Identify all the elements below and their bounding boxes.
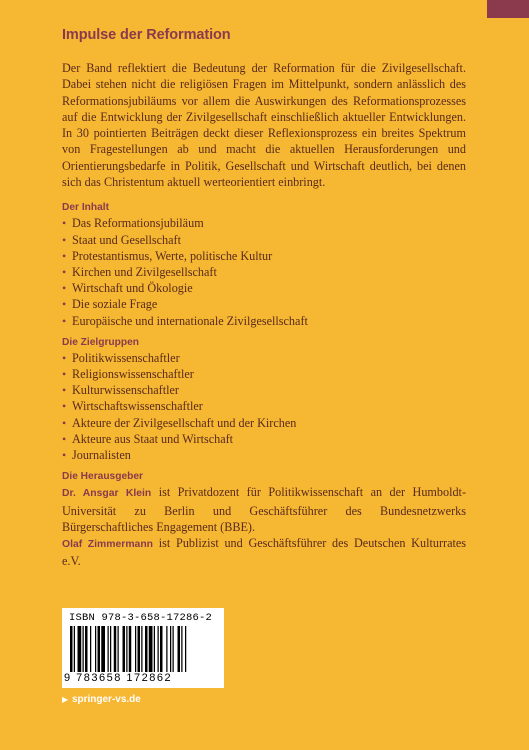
editor-bio: ist Publizist und Geschäftsführer des Deutschen Kulturrates e.V. — [62, 536, 467, 569]
bullet-icon: • — [62, 264, 67, 279]
list-item: • Protestantismus, Werte, politische Kultur — [62, 248, 273, 263]
list-item: • Wirtschaft und Ökologie — [62, 281, 193, 296]
list-item: • Die soziale Frage — [62, 297, 158, 312]
list-item: • Journalisten — [62, 448, 131, 463]
barcode-digits: 9 783658 172862 — [64, 672, 173, 684]
isbn-barcode — [62, 608, 224, 688]
bullet-icon: • — [62, 383, 67, 398]
book-description: Der Band reflektiert die Bedeutung der Reformation für die Zivilgesellschaft. Dabei stehen nicht die religiösen Fragen im Mittelpunkt, sondern anlässlich des Reformationsjubiläums vor allem die Auswirkungen des Reformationsprozesses auf die Entwicklung der Zivilgesellschaft einschließlich aktueller Entwicklungen. In 30 pointierten Beiträgen deckt dieser Reflexionsprozess ein breites Spektrum von Fragestellungen ab und macht die aktuellen Herausforderungen und Orientierungsbedarfe in Politik, Gesellschaft und Wirtschaft deutlich, bei denen sich das Christentum aktuell werteorientiert einbringt. — [62, 61, 466, 190]
bullet-icon: • — [62, 399, 67, 414]
arrow-right-icon: ▶ — [62, 695, 69, 704]
inhalt-list — [62, 215, 466, 328]
list-item: • Europäische und internationale Zivilgesellschaft — [62, 313, 308, 328]
bullet-icon: • — [62, 281, 67, 296]
section-heading-herausgeber: Die Herausgeber — [62, 471, 143, 483]
bullet-icon: • — [62, 367, 67, 381]
bullet-icon: • — [62, 415, 67, 430]
list-item: • Religionswissenschaftler — [62, 367, 194, 381]
back-cover-content — [62, 27, 466, 570]
bullet-icon: • — [62, 313, 67, 328]
list-item: • Kulturwissenschaftler — [62, 383, 179, 398]
bullet-icon: • — [62, 216, 67, 231]
bullet-icon: • — [62, 431, 67, 446]
list-item: • Akteure der Zivilgesellschaft und der Kirchen — [62, 415, 297, 430]
editor-paragraph — [62, 484, 466, 535]
bullet-icon: • — [62, 350, 67, 365]
bullet-icon: • — [62, 448, 67, 463]
list-item: • Wirtschaftswissenschaftler — [62, 399, 203, 414]
list-item: • Politikwissenschaftler — [62, 350, 180, 365]
list-item: • Staat und Gesellschaft — [62, 232, 181, 247]
zielgruppen-list — [62, 350, 466, 463]
section-heading-zielgruppen: Die Zielgruppen — [62, 336, 139, 348]
bullet-icon: • — [62, 232, 67, 247]
publisher-url: springer-vs.de — [71, 694, 141, 705]
book-title: Impulse der Reformation — [62, 27, 231, 43]
publisher-link[interactable] — [62, 694, 141, 705]
bullet-icon: • — [62, 248, 67, 263]
barcode-icon — [70, 626, 218, 672]
corner-color-tab — [487, 0, 529, 18]
editor-bio: ist Privatdozent für Politikwissenschaft an der Humboldt-Universität zu Berlin und Geschäftsführer des Bundesnetzwerks Bürgerschaftliches Engagement (BBE). — [62, 485, 466, 534]
section-heading-inhalt: Der Inhalt — [62, 202, 109, 214]
editor-name: Olaf Zimmermann — [62, 539, 154, 551]
list-item: • Das Reformationsjubiläum — [62, 216, 204, 231]
list-item: • Kirchen und Zivilgesellschaft — [62, 264, 217, 279]
bullet-icon: • — [62, 297, 67, 312]
editor-paragraph — [62, 535, 466, 570]
isbn-number: ISBN 978-3-658-17286-2 — [69, 612, 213, 624]
editor-name: Dr. Ansgar Klein — [62, 488, 152, 500]
editors-block — [62, 484, 466, 569]
list-item: • Akteure aus Staat und Wirtschaft — [62, 431, 234, 446]
